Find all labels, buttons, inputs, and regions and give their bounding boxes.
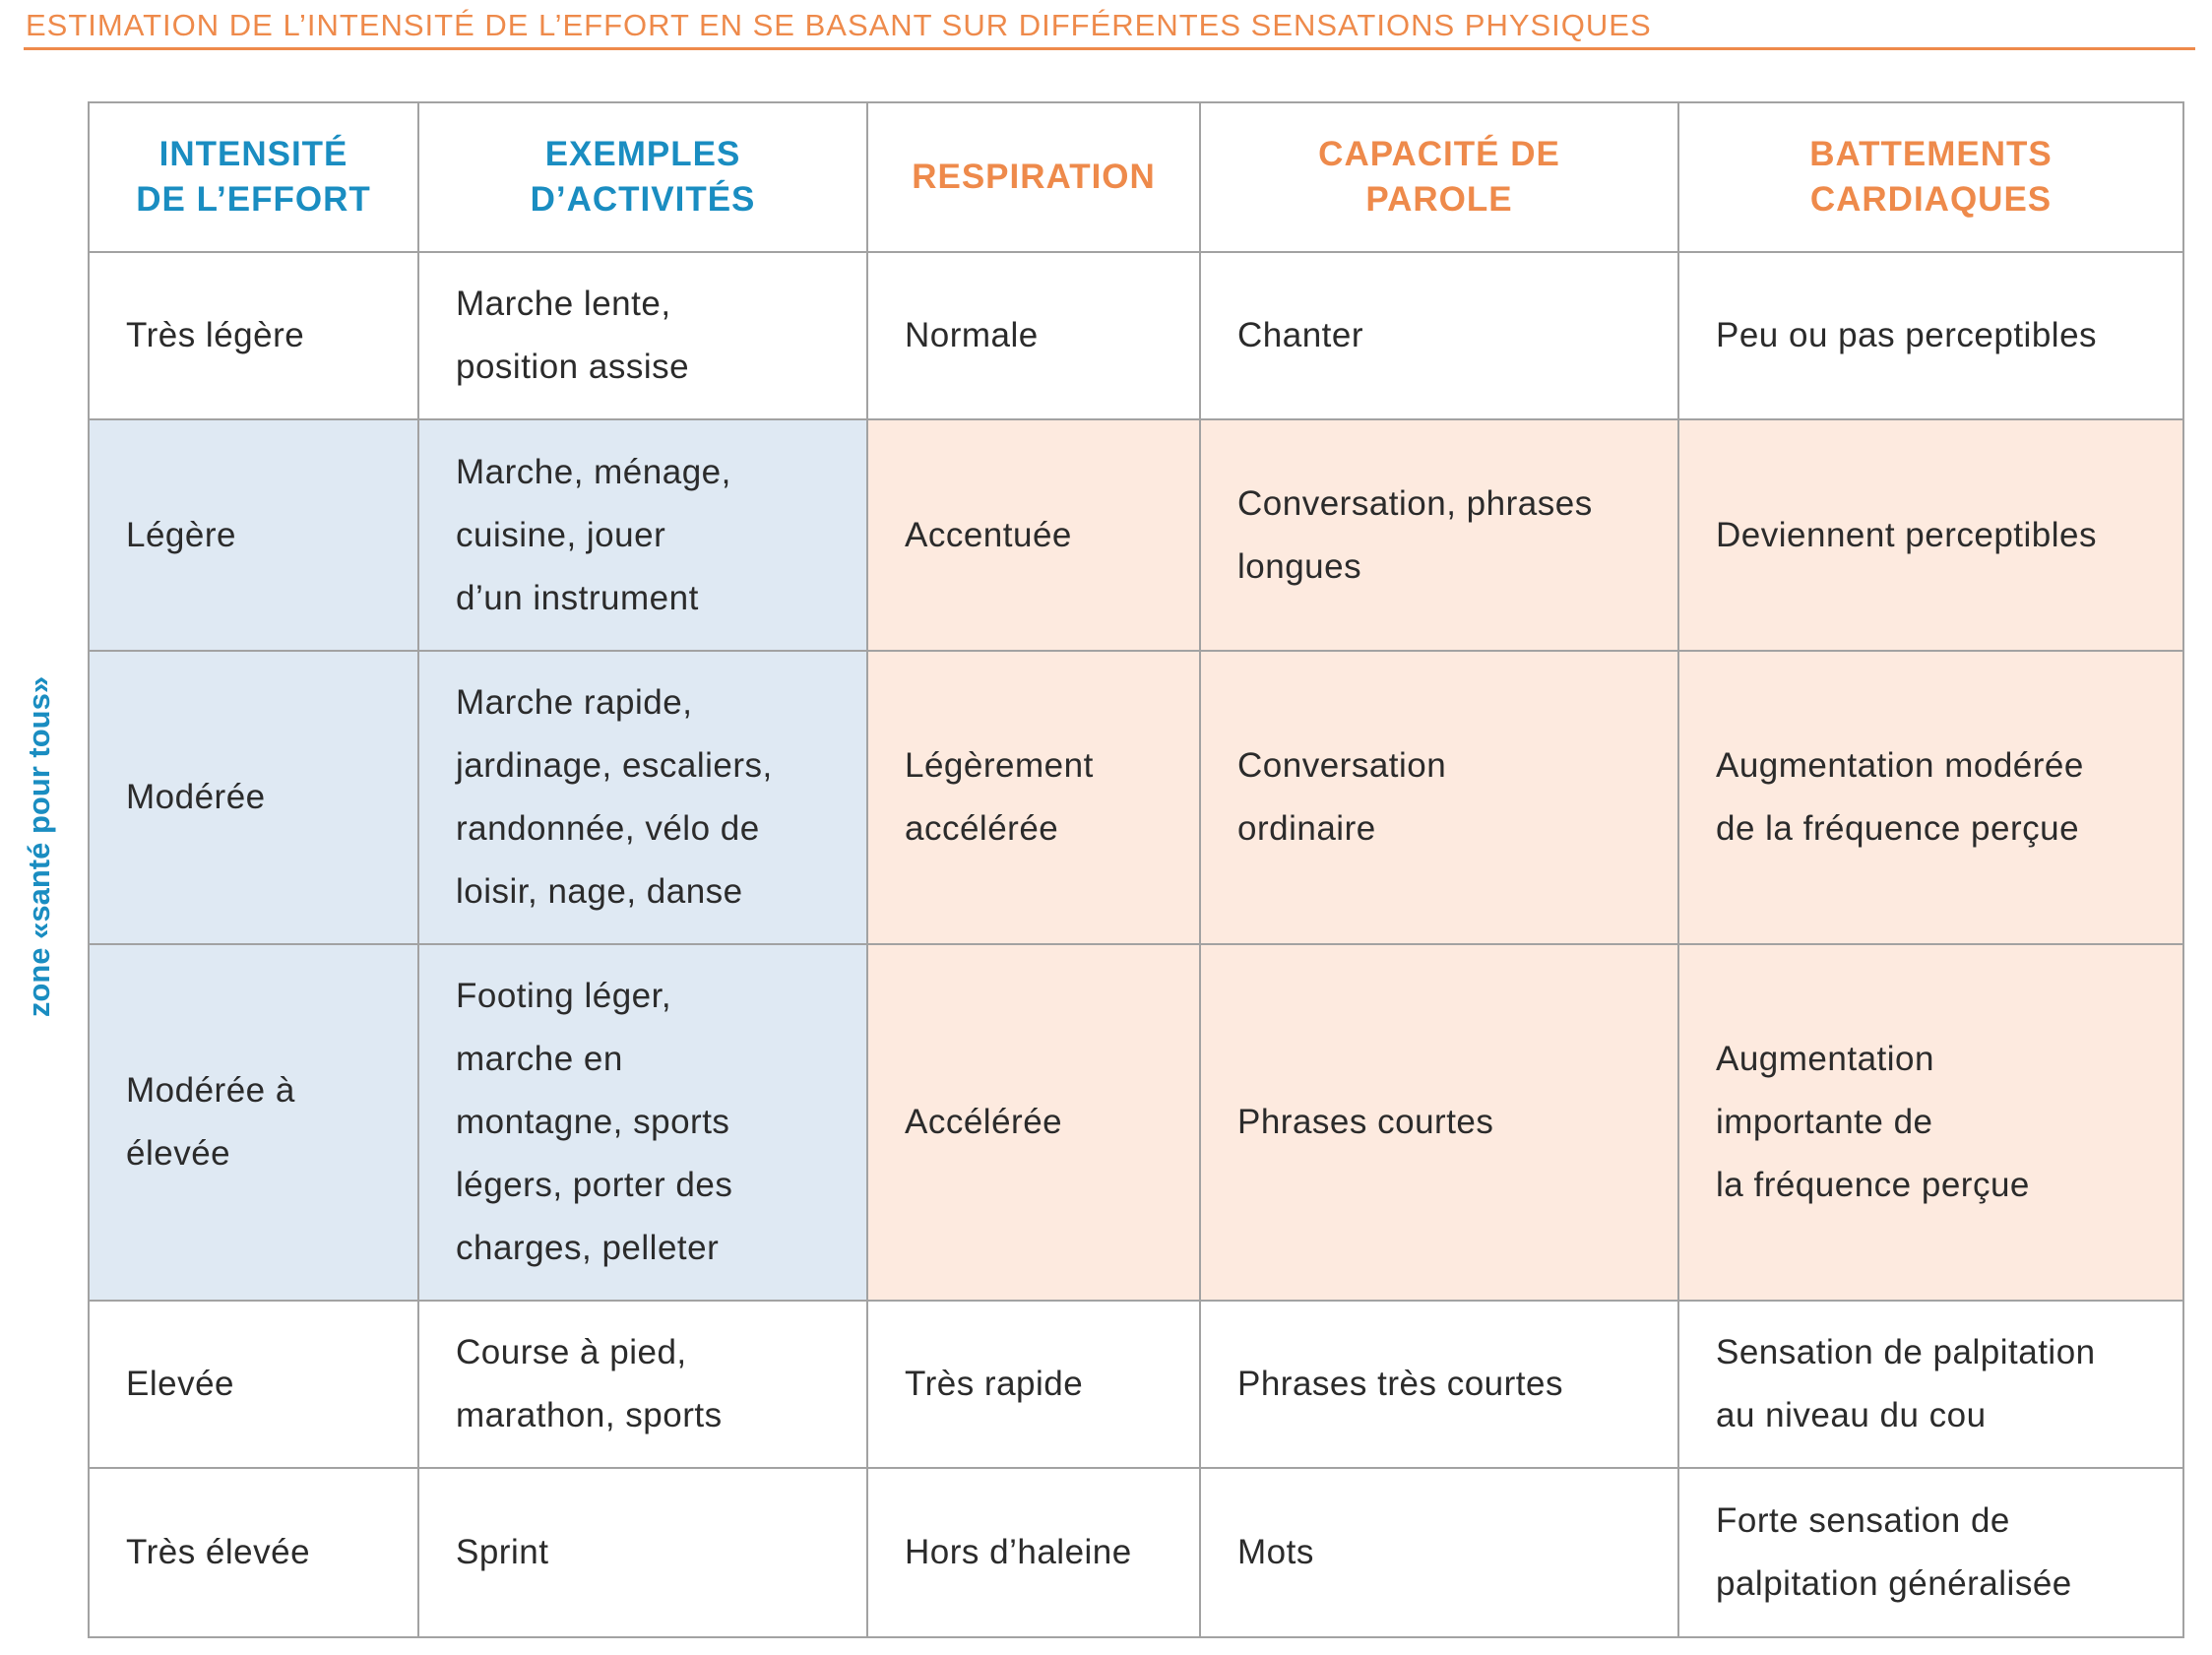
cell-line: Augmentation [1716,1040,1934,1078]
table-row [89,651,2183,944]
cell-line: Légère [126,515,236,554]
cell-line: Sprint [456,1533,549,1571]
table-row [89,1301,2183,1468]
header-speech [1200,102,1678,252]
cell-line: importante de [1716,1103,1933,1141]
zone-label: zone «santé pour tous» [22,675,56,1018]
cell-line: Peu ou pas perceptibles [1716,316,2098,354]
heartbeat-cell [1678,1301,2183,1468]
cell-line: légers, porter des [456,1166,733,1204]
table-row [89,252,2183,419]
cell-line: Très élevée [126,1533,311,1571]
header-line: RESPIRATION [912,158,1156,196]
cell-line: de la fréquence perçue [1716,809,2080,848]
heartbeat-cell [1678,944,2183,1301]
cell-line: marche en [456,1040,623,1078]
intensity-cell [89,252,418,419]
cell-line: position assise [456,348,690,386]
cell-line: au niveau du cou [1716,1396,1987,1434]
header-line: DE L’EFFORT [136,180,371,219]
cell-line: Elevée [126,1365,235,1403]
cell-line: Très rapide [905,1365,1084,1403]
cell-line: Sensation de palpitation [1716,1333,2096,1371]
cell-line: Mots [1237,1533,1314,1571]
header-heartbeat [1678,102,2183,252]
cell-line: Modérée à [126,1071,295,1110]
activities-cell [418,1301,867,1468]
cell-line: élevée [126,1134,231,1173]
breathing-cell [867,944,1200,1301]
header-line: CAPACITÉ DE [1318,135,1560,173]
header-intensity [89,102,418,252]
cell-line: Footing léger, [456,977,672,1015]
cell-line: Très légère [126,316,305,354]
cell-line: palpitation généralisée [1716,1564,2072,1603]
table-row [89,419,2183,651]
cell-line: longues [1237,546,1362,586]
cell-line: Conversation, phrases [1237,483,1593,523]
header-breathing [867,102,1200,252]
cell-line: Phrases très courtes [1237,1365,1563,1403]
cell-line: Légèrement [905,746,1094,785]
intensity-cell [89,419,418,651]
intensity-cell [89,651,418,944]
activities-cell [418,1468,867,1637]
speech-cell [1200,651,1678,944]
cell-line: Augmentation modérée [1716,746,2084,785]
intensity-cell [89,944,418,1301]
activities-cell [418,419,867,651]
header-line: BATTEMENTS [1809,135,2053,173]
intensity-cell [89,1301,418,1468]
speech-cell [1200,944,1678,1301]
header-line: EXEMPLES [544,135,741,173]
cell-line: Marche, ménage, [456,452,731,491]
speech-cell [1200,252,1678,419]
cell-line: ordinaire [1237,809,1376,848]
header-line: PAROLE [1365,180,1513,219]
cell-line: Phrases courtes [1237,1103,1494,1141]
cell-line: Normale [905,316,1039,354]
breathing-cell [867,419,1200,651]
breathing-cell [867,1468,1200,1637]
table-body [89,252,2183,1637]
cell-line: cuisine, jouer [456,515,666,554]
breathing-cell [867,651,1200,944]
heartbeat-cell [1678,419,2183,651]
effort-intensity-table [88,101,2184,1638]
header-activities [418,102,867,252]
cell-line: charges, pelleter [456,1229,720,1267]
speech-cell [1200,1468,1678,1637]
speech-cell [1200,419,1678,651]
cell-line: Accentuée [905,515,1072,554]
cell-line: marathon, sports [456,1396,723,1434]
cell-line: la fréquence perçue [1716,1166,2030,1204]
activities-cell [418,252,867,419]
cell-line: Marche lente, [456,285,671,323]
header-line: CARDIAQUES [1809,180,2053,219]
cell-line: d’un instrument [456,578,699,617]
cell-line: Accélérée [905,1103,1063,1141]
cell-line: accélérée [905,809,1059,848]
cell-line: loisir, nage, danse [456,872,743,911]
cell-line: Course à pied, [456,1333,687,1371]
cell-line: Deviennent perceptibles [1716,515,2098,554]
heartbeat-cell [1678,252,2183,419]
header-line: D’ACTIVITÉS [530,180,756,219]
speech-cell [1200,1301,1678,1468]
title-divider [24,47,2195,50]
cell-line: Hors d’haleine [905,1533,1132,1571]
cell-line: montagne, sports [456,1103,730,1141]
cell-line: randonnée, vélo de [456,809,760,848]
heartbeat-cell [1678,651,2183,944]
cell-line: Chanter [1237,316,1364,354]
table-row [89,1468,2183,1637]
intensity-cell [89,1468,418,1637]
activities-cell [418,944,867,1301]
cell-line: Modérée [126,778,266,816]
cell-line: Marche rapide, [456,683,693,722]
activities-cell [418,651,867,944]
page-title: ESTIMATION DE L’INTENSITÉ DE L’EFFORT EN SE BASANT SUR DIFFÉRENTES SENSATIONS PHYSIQUES [26,8,1652,42]
cell-line: Forte sensation de [1716,1501,2010,1540]
header-line: INTENSITÉ [158,135,348,173]
cell-line: Conversation [1237,746,1447,785]
breathing-cell [867,1301,1200,1468]
breathing-cell [867,252,1200,419]
cell-line: jardinage, escaliers, [456,746,773,785]
table-row [89,944,2183,1301]
header-row [89,102,2183,252]
heartbeat-cell [1678,1468,2183,1637]
